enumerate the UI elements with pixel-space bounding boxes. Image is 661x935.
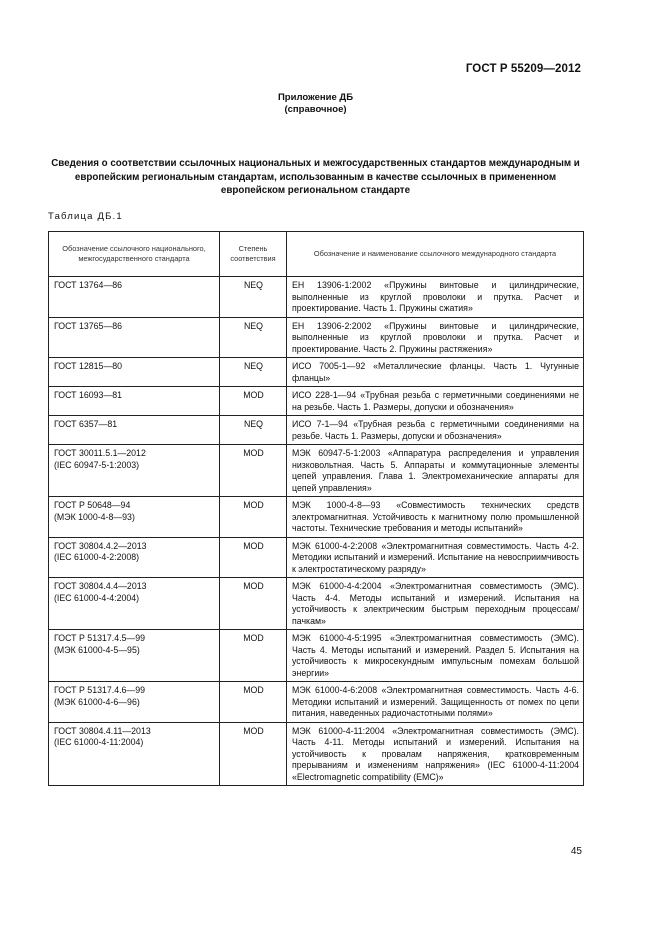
- cell-degree: NEQ: [220, 416, 287, 445]
- cell-degree: MOD: [220, 537, 287, 578]
- table-row: [49, 630, 584, 682]
- cell-degree: MOD: [220, 630, 287, 682]
- cell-international-standard: МЭК 1000-4-8—93 «Совместимость технических средств электромагнитная. Устойчивость к магнитному полю промышленной частоты. Технические требования и методы испытаний»: [287, 497, 584, 538]
- cell-international-standard: ИСО 7-1—94 «Трубная резьба с герметичными соединениями на резьбе. Часть 1. Размеры, допуски и обозначения»: [287, 416, 584, 445]
- page-header-standard-code: ГОСТ Р 55209—2012: [465, 63, 581, 75]
- cell-international-standard: МЭК 61000-4-5:1995 «Электромагнитная совместимость (ЭМС). Часть 4. Методы испытаний и измерений. Раздел 5. Испытания на устойчивость к микросекундным импульсным помехам большой энергии»: [287, 630, 584, 682]
- column-header-national-standard: Обозначение ссылочного национального, межгосударственного стандарта: [49, 232, 220, 277]
- cell-international-standard: МЭК 60947-5-1:2003 «Аппаратура распределения и управления низковольтная. Часть 5. Аппараты и коммутационные элементы цепей управления. Глава 1. Электромеханические аппараты для цепей управления»: [287, 445, 584, 497]
- section-title: Сведения о соответствии ссылочных национальных и межгосударственных стандартов международным и европейским региональным стандартам, использованным в качестве ссылочных в примененном европейском региональном стандарте: [51, 158, 580, 196]
- cell-national-standard: ГОСТ Р 51317.4.5—99 (МЭК 61000-4-5—95): [49, 630, 220, 682]
- cell-degree: MOD: [220, 445, 287, 497]
- column-header-international-standard: Обозначение и наименование ссылочного международного стандарта: [287, 232, 584, 277]
- table-row: [49, 277, 584, 318]
- column-header-degree: Степень соответствия: [220, 232, 287, 277]
- cell-international-standard: ИСО 228-1—94 «Трубная резьба с герметичными соединениями не на резьбе. Часть 1. Размеры, допуски и обозначения»: [287, 387, 584, 416]
- table-row: [49, 387, 584, 416]
- table-row: [49, 416, 584, 445]
- cell-international-standard: ИСО 7005-1—92 «Металлические фланцы. Часть 1. Чугунные фланцы»: [287, 358, 584, 387]
- cell-national-standard: ГОСТ 30804.4.4—2013 (IEC 61000-4-4:2004): [49, 578, 220, 630]
- cell-national-standard: ГОСТ 13764—86: [49, 277, 220, 318]
- cell-national-standard: ГОСТ 16093—81: [49, 387, 220, 416]
- table-row: [49, 317, 584, 358]
- table-row: [49, 682, 584, 723]
- cell-national-standard: ГОСТ Р 50648—94 (МЭК 1000-4-8—93): [49, 497, 220, 538]
- cell-national-standard: ГОСТ 30804.4.11—2013 (IEC 61000-4-11:2004): [49, 722, 220, 786]
- cell-international-standard: МЭК 61000-4-2:2008 «Электромагнитная совместимость. Часть 4-2. Методики испытаний и измерений. Испытание на невосприимчивость к электростатическому разряду»: [287, 537, 584, 578]
- cell-national-standard: ГОСТ 13765—86: [49, 317, 220, 358]
- table-caption: Таблица ДБ.1: [48, 211, 123, 222]
- table-row: [49, 537, 584, 578]
- table-row: [49, 445, 584, 497]
- correspondence-table: [48, 231, 584, 786]
- cell-international-standard: МЭК 61000-4-6:2008 «Электромагнитная совместимость. Часть 4-6. Методики испытаний и измерений. Защищенность от помех по цепи питания, наведенных радиочастотными полями»: [287, 682, 584, 723]
- appendix-title: Приложение ДБ: [277, 92, 354, 103]
- cell-international-standard: МЭК 61000-4-11:2004 «Электромагнитная совместимость (ЭМС). Часть 4-11. Методы испытаний и измерений. Испытания на устойчивость к провалам напряжения, кратковременным прерываниям и изменениям напряжения» (IEC 61000-4-11:2004 «Electromagnetic compatibility (EMC)»: [287, 722, 584, 786]
- cell-national-standard: ГОСТ 30804.4.2—2013 (IEC 61000-4-2:2008): [49, 537, 220, 578]
- table-row: [49, 722, 584, 786]
- cell-degree: MOD: [220, 682, 287, 723]
- cell-international-standard: ЕН 13906-2:2002 «Пружины винтовые и цилиндрические, выполненные из круглой проволоки и прутка. Расчет и проектирование. Часть 2. Пружины растяжения»: [287, 317, 584, 358]
- cell-degree: MOD: [220, 497, 287, 538]
- table-row: [49, 578, 584, 630]
- appendix-subtitle: (справочное): [284, 104, 347, 115]
- page-number: 45: [570, 846, 582, 857]
- cell-degree: MOD: [220, 578, 287, 630]
- cell-degree: NEQ: [220, 317, 287, 358]
- table-row: [49, 358, 584, 387]
- cell-international-standard: ЕН 13906-1:2002 «Пружины винтовые и цилиндрические, выполненные из круглой проволоки и прутка. Расчет и проектирование. Часть 1. Пружины сжатия»: [287, 277, 584, 318]
- cell-degree: NEQ: [220, 277, 287, 318]
- cell-international-standard: МЭК 61000-4-4:2004 «Электромагнитная совместимость (ЭМС). Часть 4-4. Методы испытаний и измерений. Испытания на устойчивость к электрическим быстрым переходным процессам/пачкам»: [287, 578, 584, 630]
- cell-degree: NEQ: [220, 358, 287, 387]
- cell-degree: MOD: [220, 387, 287, 416]
- cell-national-standard: ГОСТ 12815—80: [49, 358, 220, 387]
- appendix-heading: [0, 92, 631, 116]
- table-row: [49, 497, 584, 538]
- cell-national-standard: ГОСТ 6357—81: [49, 416, 220, 445]
- table-header-row: [49, 232, 584, 277]
- cell-national-standard: ГОСТ Р 51317.4.6—99 (МЭК 61000-4-6—96): [49, 682, 220, 723]
- cell-national-standard: ГОСТ 30011.5.1—2012 (IEC 60947-5-1:2003): [49, 445, 220, 497]
- cell-degree: MOD: [220, 722, 287, 786]
